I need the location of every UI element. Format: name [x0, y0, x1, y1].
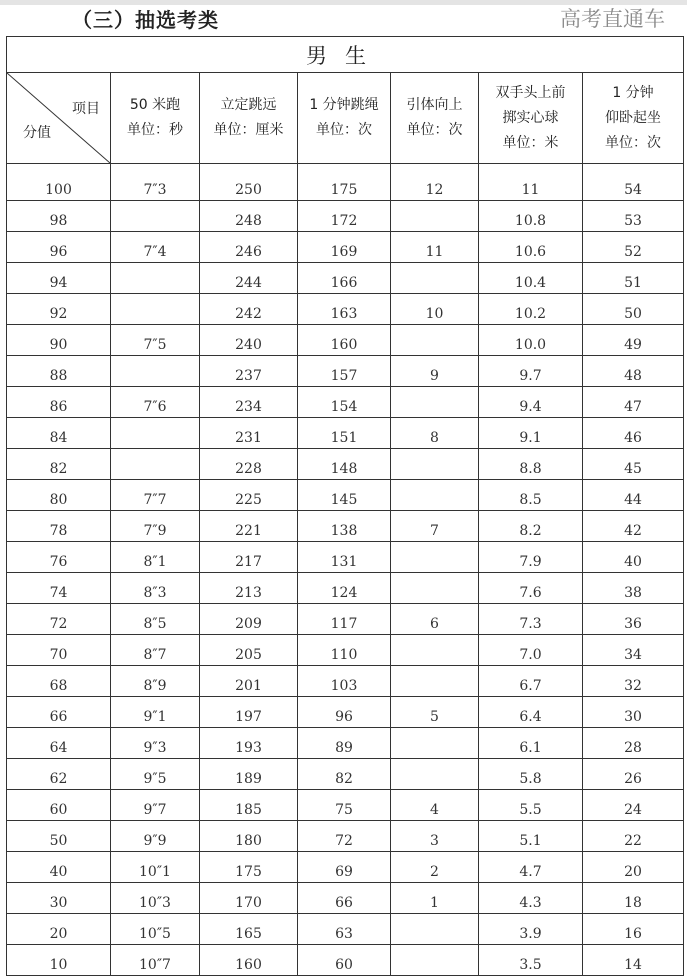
value-cell: 1 — [391, 883, 479, 914]
value-cell: 209 — [200, 604, 298, 635]
column-header — [111, 73, 200, 164]
table-row — [7, 635, 684, 666]
value-cell — [111, 449, 200, 480]
score-cell: 84 — [7, 418, 111, 449]
value-cell: 7.0 — [479, 635, 583, 666]
value-cell: 231 — [200, 418, 298, 449]
value-cell: 7″4 — [111, 232, 200, 263]
value-cell: 165 — [200, 914, 298, 945]
value-cell: 138 — [298, 511, 391, 542]
value-cell: 69 — [298, 852, 391, 883]
value-cell: 151 — [298, 418, 391, 449]
value-cell: 47 — [583, 387, 684, 418]
table-row — [7, 697, 684, 728]
value-cell: 217 — [200, 542, 298, 573]
table-row — [7, 821, 684, 852]
column-header-line: 单位：秒 — [127, 122, 183, 138]
value-cell: 5 — [391, 697, 479, 728]
value-cell: 7″6 — [111, 387, 200, 418]
score-cell: 64 — [7, 728, 111, 759]
value-cell: 96 — [298, 697, 391, 728]
value-cell: 38 — [583, 573, 684, 604]
column-header — [391, 73, 479, 164]
column-header — [583, 73, 684, 164]
table-row — [7, 164, 684, 201]
score-cell: 76 — [7, 542, 111, 573]
value-cell: 2 — [391, 852, 479, 883]
score-cell: 66 — [7, 697, 111, 728]
value-cell: 7 — [391, 511, 479, 542]
value-cell: 8 — [391, 418, 479, 449]
value-cell: 9″9 — [111, 821, 200, 852]
value-cell — [391, 387, 479, 418]
value-cell: 40 — [583, 542, 684, 573]
score-cell: 78 — [7, 511, 111, 542]
value-cell: 10″5 — [111, 914, 200, 945]
value-cell: 48 — [583, 356, 684, 387]
score-cell: 20 — [7, 914, 111, 945]
score-cell: 72 — [7, 604, 111, 635]
value-cell: 3.5 — [479, 945, 583, 976]
table-row — [7, 325, 684, 356]
column-header-line: 掷实心球 — [502, 109, 559, 126]
value-cell: 234 — [200, 387, 298, 418]
value-cell: 42 — [583, 511, 684, 542]
value-cell — [111, 294, 200, 325]
value-cell: 7″7 — [111, 480, 200, 511]
value-cell: 6.1 — [479, 728, 583, 759]
table-row — [7, 201, 684, 232]
value-cell: 160 — [200, 945, 298, 976]
value-cell: 110 — [298, 635, 391, 666]
value-cell — [391, 635, 479, 666]
value-cell: 8.5 — [479, 480, 583, 511]
value-cell: 131 — [298, 542, 391, 573]
value-cell: 5.1 — [479, 821, 583, 852]
value-cell: 75 — [298, 790, 391, 821]
table-row — [7, 356, 684, 387]
value-cell: 172 — [298, 201, 391, 232]
value-cell: 221 — [200, 511, 298, 542]
value-cell: 7″5 — [111, 325, 200, 356]
column-header-line: 1 分钟跳绳 — [309, 97, 379, 113]
score-cell: 98 — [7, 201, 111, 232]
value-cell — [391, 449, 479, 480]
value-cell: 10 — [391, 294, 479, 325]
value-cell: 205 — [200, 635, 298, 666]
value-cell: 9″7 — [111, 790, 200, 821]
table-row — [7, 728, 684, 759]
value-cell — [391, 201, 479, 232]
table-row — [7, 387, 684, 418]
value-cell: 10.4 — [479, 263, 583, 294]
value-cell: 7″9 — [111, 511, 200, 542]
value-cell: 237 — [200, 356, 298, 387]
score-cell: 70 — [7, 635, 111, 666]
value-cell: 26 — [583, 759, 684, 790]
value-cell: 63 — [298, 914, 391, 945]
value-cell: 250 — [200, 164, 298, 201]
score-cell: 92 — [7, 294, 111, 325]
value-cell: 5.5 — [479, 790, 583, 821]
value-cell: 145 — [298, 480, 391, 511]
value-cell: 11 — [479, 164, 583, 201]
value-cell: 4.7 — [479, 852, 583, 883]
value-cell: 20 — [583, 852, 684, 883]
table-row — [7, 542, 684, 573]
column-header-line: 单位：次 — [316, 122, 372, 138]
value-cell: 154 — [298, 387, 391, 418]
column-header-line: 单位：厘米 — [213, 122, 284, 138]
value-cell — [391, 263, 479, 294]
value-cell: 9.4 — [479, 387, 583, 418]
value-cell: 49 — [583, 325, 684, 356]
value-cell: 160 — [298, 325, 391, 356]
table-row — [7, 790, 684, 821]
value-cell: 197 — [200, 697, 298, 728]
score-cell: 88 — [7, 356, 111, 387]
value-cell: 10″7 — [111, 945, 200, 976]
table-row — [7, 480, 684, 511]
value-cell: 10.6 — [479, 232, 583, 263]
table-row — [7, 666, 684, 697]
value-cell: 225 — [200, 480, 298, 511]
score-cell: 40 — [7, 852, 111, 883]
column-header — [200, 73, 298, 164]
score-cell: 86 — [7, 387, 111, 418]
value-cell: 4.3 — [479, 883, 583, 914]
value-cell: 10″1 — [111, 852, 200, 883]
value-cell: 45 — [583, 449, 684, 480]
value-cell: 124 — [298, 573, 391, 604]
value-cell: 5.8 — [479, 759, 583, 790]
value-cell: 60 — [298, 945, 391, 976]
value-cell: 228 — [200, 449, 298, 480]
table-row — [7, 945, 684, 976]
table-row — [7, 511, 684, 542]
value-cell: 53 — [583, 201, 684, 232]
column-header-line: 引体向上 — [406, 97, 463, 113]
table-row — [7, 263, 684, 294]
corner-item-label: 项目 — [72, 101, 100, 117]
value-cell: 52 — [583, 232, 684, 263]
value-cell: 180 — [200, 821, 298, 852]
value-cell: 66 — [298, 883, 391, 914]
value-cell — [391, 914, 479, 945]
value-cell: 9 — [391, 356, 479, 387]
value-cell: 14 — [583, 945, 684, 976]
value-cell: 117 — [298, 604, 391, 635]
table-row — [7, 883, 684, 914]
value-cell — [391, 666, 479, 697]
value-cell: 242 — [200, 294, 298, 325]
value-cell: 9″1 — [111, 697, 200, 728]
value-cell: 175 — [200, 852, 298, 883]
value-cell — [391, 542, 479, 573]
column-header-line: 1 分钟 — [612, 84, 654, 101]
value-cell: 189 — [200, 759, 298, 790]
value-cell — [391, 325, 479, 356]
value-cell: 8″1 — [111, 542, 200, 573]
value-cell — [391, 480, 479, 511]
score-cell: 50 — [7, 821, 111, 852]
value-cell: 240 — [200, 325, 298, 356]
value-cell: 9.7 — [479, 356, 583, 387]
value-cell: 103 — [298, 666, 391, 697]
value-cell: 7.6 — [479, 573, 583, 604]
value-cell: 46 — [583, 418, 684, 449]
value-cell: 213 — [200, 573, 298, 604]
value-cell: 10″3 — [111, 883, 200, 914]
score-cell: 60 — [7, 790, 111, 821]
value-cell: 9″3 — [111, 728, 200, 759]
value-cell: 32 — [583, 666, 684, 697]
score-cell: 82 — [7, 449, 111, 480]
value-cell: 28 — [583, 728, 684, 759]
section-title: （三）抽选考类 — [72, 8, 219, 32]
table-row — [7, 573, 684, 604]
column-header-line: 立定跳远 — [220, 97, 277, 113]
value-cell: 89 — [298, 728, 391, 759]
value-cell: 193 — [200, 728, 298, 759]
value-cell: 7″3 — [111, 164, 200, 201]
score-cell: 94 — [7, 263, 111, 294]
value-cell: 8.8 — [479, 449, 583, 480]
value-cell: 175 — [298, 164, 391, 201]
value-cell: 169 — [298, 232, 391, 263]
column-header — [479, 73, 583, 164]
table-row — [7, 294, 684, 325]
value-cell: 7.9 — [479, 542, 583, 573]
table-row — [7, 759, 684, 790]
column-header-line: 双手头上前 — [495, 84, 566, 101]
table-row — [7, 914, 684, 945]
score-cell: 74 — [7, 573, 111, 604]
value-cell: 166 — [298, 263, 391, 294]
value-cell: 148 — [298, 449, 391, 480]
gender-header: 男生 — [7, 37, 684, 73]
table-row — [7, 604, 684, 635]
column-header-line: 50 米跑 — [129, 97, 181, 113]
value-cell: 9″5 — [111, 759, 200, 790]
value-cell — [391, 759, 479, 790]
value-cell: 12 — [391, 164, 479, 201]
value-cell: 3 — [391, 821, 479, 852]
value-cell: 185 — [200, 790, 298, 821]
value-cell: 36 — [583, 604, 684, 635]
value-cell: 10.8 — [479, 201, 583, 232]
column-header-line: 单位：次 — [605, 134, 662, 151]
table-row — [7, 852, 684, 883]
value-cell: 4 — [391, 790, 479, 821]
value-cell: 30 — [583, 697, 684, 728]
value-cell: 18 — [583, 883, 684, 914]
value-cell: 10.0 — [479, 325, 583, 356]
value-cell: 11 — [391, 232, 479, 263]
column-header-line: 仰卧起坐 — [605, 109, 662, 126]
value-cell — [111, 263, 200, 294]
score-cell: 10 — [7, 945, 111, 976]
value-cell — [111, 356, 200, 387]
value-cell: 24 — [583, 790, 684, 821]
value-cell: 82 — [298, 759, 391, 790]
value-cell: 157 — [298, 356, 391, 387]
value-cell: 6.7 — [479, 666, 583, 697]
watermark: 高考直通车 — [560, 7, 665, 31]
score-cell: 90 — [7, 325, 111, 356]
value-cell: 8″7 — [111, 635, 200, 666]
value-cell: 51 — [583, 263, 684, 294]
value-cell: 3.9 — [479, 914, 583, 945]
score-cell: 100 — [7, 164, 111, 201]
score-cell: 30 — [7, 883, 111, 914]
table-row — [7, 418, 684, 449]
value-cell: 8″5 — [111, 604, 200, 635]
score-cell: 68 — [7, 666, 111, 697]
column-header — [298, 73, 391, 164]
value-cell: 6 — [391, 604, 479, 635]
score-cell: 80 — [7, 480, 111, 511]
value-cell — [391, 945, 479, 976]
table-row — [7, 232, 684, 263]
value-cell — [111, 201, 200, 232]
value-cell: 34 — [583, 635, 684, 666]
value-cell: 201 — [200, 666, 298, 697]
value-cell: 246 — [200, 232, 298, 263]
column-header-line: 单位：次 — [406, 122, 463, 138]
value-cell: 8″3 — [111, 573, 200, 604]
column-header-line: 单位：米 — [502, 134, 559, 151]
value-cell: 6.4 — [479, 697, 583, 728]
value-cell: 8″9 — [111, 666, 200, 697]
table-row — [7, 449, 684, 480]
value-cell: 163 — [298, 294, 391, 325]
score-cell: 96 — [7, 232, 111, 263]
value-cell: 16 — [583, 914, 684, 945]
value-cell: 44 — [583, 480, 684, 511]
corner-cell — [7, 73, 111, 164]
value-cell — [391, 573, 479, 604]
value-cell: 54 — [583, 164, 684, 201]
value-cell: 72 — [298, 821, 391, 852]
value-cell: 22 — [583, 821, 684, 852]
score-table — [6, 36, 684, 976]
value-cell: 7.3 — [479, 604, 583, 635]
value-cell — [391, 728, 479, 759]
value-cell: 10.2 — [479, 294, 583, 325]
value-cell: 9.1 — [479, 418, 583, 449]
value-cell: 244 — [200, 263, 298, 294]
value-cell — [111, 418, 200, 449]
value-cell: 8.2 — [479, 511, 583, 542]
value-cell: 50 — [583, 294, 684, 325]
value-cell: 170 — [200, 883, 298, 914]
score-cell: 62 — [7, 759, 111, 790]
value-cell: 248 — [200, 201, 298, 232]
corner-score-label: 分值 — [23, 125, 51, 141]
